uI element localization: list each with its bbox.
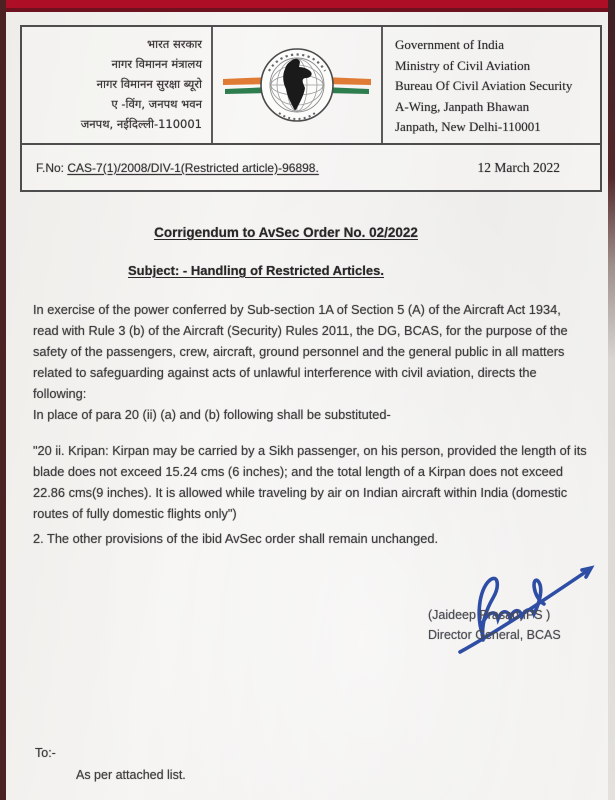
signatory-block xyxy=(428,606,588,645)
english-line-3: Bureau Of Civil Aviation Security xyxy=(395,78,573,93)
hindi-line-1: भारत सरकार xyxy=(147,37,202,51)
bcas-emblem-cell xyxy=(213,27,383,143)
english-line-2: Ministry of Civil Aviation xyxy=(395,57,531,73)
paragraph-kirpan-rule: "20 ii. Kripan: Kirpan may be carried by a Sikh passenger, on his person, provided the length of its blade does not exceed 15.24 cms (6 inches); and the total length of a Kirpan does not exceed 22.86 cms(9 inches). It is allowed while traveling by air on Indian aircraft within India (domestic routes of fully domestic flights only") xyxy=(33,443,587,521)
signatory-designation: Director General, BCAS xyxy=(428,627,561,642)
to-value: As per attached list. xyxy=(76,768,186,782)
letterhead-box xyxy=(20,25,602,192)
letter-date: 12 March 2022 xyxy=(477,159,560,175)
letterhead-reference-row xyxy=(22,145,600,190)
english-line-1: Government of India xyxy=(395,37,505,52)
hindi-line-5: जनपथ, नईदिल्ली-110001 xyxy=(80,117,202,131)
scan-right-border xyxy=(608,0,615,800)
scan-left-border xyxy=(0,0,6,800)
letter-subject: Subject: - Handling of Restricted Articles. xyxy=(128,263,384,278)
letter-paper xyxy=(6,12,608,800)
signatory-name: (Jaideep Prasad,IPS ) xyxy=(428,608,551,622)
letterhead-english-address xyxy=(383,27,600,143)
file-number-label: F.No: xyxy=(36,160,65,175)
file-number-value: CAS-7(1)/2008/DIV-1(Restricted article)-96898. xyxy=(67,160,319,175)
to-label: To:- xyxy=(35,746,56,760)
paragraph-other-provisions: 2. The other provisions of the ibid AvSec order shall remain unchanged. xyxy=(33,531,439,546)
english-line-5: Janpath, New Delhi-110001 xyxy=(395,119,541,134)
file-number xyxy=(36,161,319,175)
paragraph-substitution: In place of para 20 (ii) (a) and (b) following shall be substituted- xyxy=(33,407,391,422)
letterhead-top-row xyxy=(22,27,600,145)
scan-top-red-bar xyxy=(0,0,615,8)
letter-title: Corrigendum to AvSec Order No. 02/2022 xyxy=(154,225,418,240)
scan-top-maroon-line xyxy=(0,8,615,12)
paragraph-preamble: In exercise of the power conferred by Sub-section 1A of Section 5 (A) of the Aircraft Act 1934, read with Rule 3 (b) of the Aircraft (Security) Rules 2011, the DG, BCAS, for the purpose of the safety of the passengers, crew, aircraft, ground personnel and the general public in all matters related to safeguarding against acts of unlawful interference with civil aviation, directs the following: xyxy=(33,302,568,401)
bcas-emblem-icon xyxy=(219,33,375,137)
hindi-line-3: नागर विमानन सुरक्षा ब्यूरो xyxy=(96,77,202,91)
hindi-line-4: ए -विंग, जनपथ भवन xyxy=(111,97,202,111)
hindi-line-2: नागर विमानन मंत्रालय xyxy=(111,57,202,71)
english-line-4: A-Wing, Janpath Bhawan xyxy=(395,98,530,114)
letterhead-hindi-address xyxy=(22,27,213,143)
